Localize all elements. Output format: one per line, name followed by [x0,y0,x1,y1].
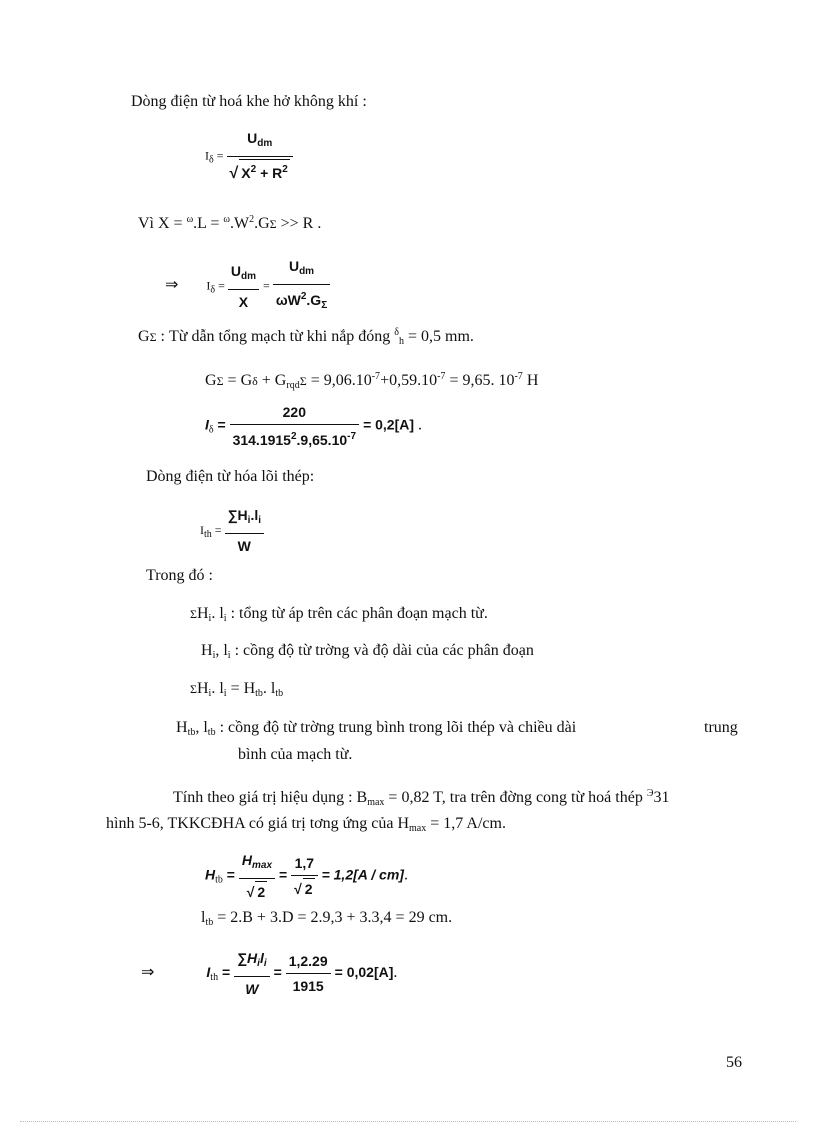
text-run: Vì X = [138,215,187,232]
subscript: h [399,336,405,347]
eq-subscript: i [263,958,267,969]
eq-denominator: 314.1915 [232,432,291,448]
eq-symbol: H [205,866,216,883]
text-run: = 0,82 T, tra trên đờng cong từ hoá thép [384,789,647,806]
eq-symbol: I [206,278,211,293]
sigma-symbol: Σ [149,330,157,344]
sigma-symbol: Σ [269,217,277,231]
text-run: = 2.B + 3.D = 2.9,3 + 3.3,4 = 29 cm. [213,909,453,926]
text-def-mmf-sum [190,604,488,629]
fraction [286,951,331,996]
eq-subscript: dm [257,138,273,149]
subscript: rqd [286,380,300,391]
text-total-permeance [138,323,474,352]
subscript: i [227,650,231,661]
eq-sign: = [213,148,227,163]
text-run: . l [262,680,276,697]
eq-symbol: .l [250,507,259,523]
eq-symbol: X [238,293,249,310]
omega-symbol: ω [223,214,230,225]
text-run: H [176,719,188,736]
eq-tail: . [393,964,398,982]
eq-symbol: I [205,148,209,163]
text-run: = 9,06.10 [306,372,372,389]
equation-air-gap-current [205,128,293,184]
eq-denominator: .9,65.10 [296,432,348,448]
eq-numerator: 1,7 [291,853,317,876]
eq-denominator: 2 [255,881,267,902]
text-run: Tính theo giá trị hiệu dụng : B [173,789,368,806]
page-bottom-divider [20,1121,796,1122]
fraction [230,402,359,450]
eq-denominator: W [237,538,251,554]
eq-superscript: 2 [300,291,307,302]
eq-sign: = [222,866,239,883]
text-run: = G [223,372,253,389]
eq-sign: + [256,165,273,181]
eq-subscript: i [247,515,251,526]
text-run: .G [254,215,270,232]
eq-symbol: H [247,950,258,966]
text-def-average-end: trung [704,719,738,736]
eq-subscript: max [252,860,273,871]
text-run: = 9,65. 10 [445,372,515,389]
eq-symbol: ωW [275,292,301,308]
eq-symbol: l [259,950,264,966]
eq-symbol: I [200,523,204,538]
text-run: hình 5-6, TKKCĐHA có giá trị tơng ứng của H [106,815,410,832]
sigma-symbol: Σ [190,682,197,696]
subscript: i [208,688,212,699]
eq-symbol: H [241,852,252,868]
eq-subscript: Σ [321,300,328,311]
omega-symbol: ω [186,214,194,225]
fraction [227,128,293,184]
sigma-icon: ∑ [237,950,248,966]
text-run: : cồng độ từ trờng và độ dài của các phân đoạn [230,642,534,659]
eq-superscript: 2 [250,164,257,175]
implies-arrow-icon: ⇒ [141,964,155,982]
text-permeance-sum [205,367,538,396]
eq-sign: = [218,964,235,981]
text-run: = 0,5 mm. [404,328,474,345]
subscript: tb [275,688,284,699]
subscript: i [208,613,212,624]
eq-symbol: I [205,416,209,433]
superscript: 2 [249,214,255,225]
text-where: Trong đó : [146,567,213,584]
steel-grade-symbol: Э [646,788,654,799]
eq-sign: = [211,523,225,538]
sqrt-icon: √ [294,881,302,897]
equation-core-current-value [141,948,397,999]
eq-subscript: δ [209,154,214,166]
text-run: : tổng từ áp trên các phân đoạn mạch từ. [226,605,488,622]
eq-subscript: th [210,972,219,984]
eq-symbol: U [247,130,258,146]
delta-symbol: δ [394,327,400,338]
text-def-average [176,718,576,743]
sigma-symbol: Σ [190,607,197,621]
page-number: 56 [726,1054,742,1071]
text-run: , l [215,642,228,659]
text-run: G [138,328,150,345]
text-run: .W [229,215,250,232]
text-run: : Từ dẫn tổng mạch từ khi nắp đóng [156,328,395,345]
eq-numerator: 1,2.29 [286,951,331,974]
fraction [228,261,259,312]
eq-numerator: 220 [230,402,359,425]
eq-symbol: U [230,262,242,279]
subscript: i [223,688,227,699]
eq-tail: . [403,866,408,884]
eq-symbol: X [241,165,251,181]
text-def-average-cont: bình của mạch từ. [238,746,353,763]
eq-sign: = [215,278,228,293]
eq-subscript: δ [210,284,216,296]
eq-subscript: δ [208,424,214,436]
superscript: -7 [514,371,523,382]
text-run: = 1,7 A/cm. [426,815,506,832]
equation-air-gap-current-value [205,402,422,450]
text-run: >> R . [276,215,322,232]
sqrt-icon: √ [246,884,255,900]
text-run: , l [195,719,208,736]
eq-sign: = [273,964,286,981]
subscript: tb [187,727,196,738]
fraction [273,256,330,316]
eq-denominator: 1915 [292,978,324,994]
eq-symbol: H [237,507,248,523]
superscript: -7 [437,371,446,382]
text-run: + G [257,372,287,389]
delta-symbol: δ [252,374,258,388]
eq-symbol: R [272,165,283,181]
text-average-length [201,908,452,933]
text-heading-core-current: Dòng điện từ hóa lõi thép: [146,468,315,485]
eq-superscript: 2 [290,431,297,442]
text-effective-value [173,784,669,813]
eq-superscript: 2 [282,164,288,175]
eq-subscript: dm [299,266,315,277]
text-run: . l [211,680,224,697]
eq-result: = 1,2[A / cm] [321,866,404,883]
eq-subscript: i [258,515,262,526]
eq-sign: = [213,416,230,433]
text-run: .L = [193,215,224,232]
subscript: tb [255,688,263,699]
subscript: max [409,823,427,834]
eq-subscript: th [204,529,212,541]
text-run: H [196,605,209,622]
text-run: 31 [653,789,670,806]
text-heading-air-gap: Dòng điện từ hoá khe hở không khí : [131,93,367,110]
eq-superscript: -7 [347,431,357,442]
text-reactance [138,210,321,234]
eq-denominator: W [245,981,259,997]
text-run: . l [211,605,224,622]
text-run: = H [226,680,256,697]
sigma-symbol: Σ [299,374,307,388]
equation-core-current [200,505,264,556]
equation-average-field [205,850,408,902]
eq-subscript: tb [215,874,223,886]
fraction [225,505,264,556]
eq-denominator: 2 [303,878,315,899]
eq-symbol: U [288,258,300,274]
eq-result: = 0,2[A] [363,416,415,433]
text-run: : cồng độ từ trờng trung bình trong lõi thép và chiều dài [215,719,577,736]
sigma-symbol: Σ [216,374,224,388]
eq-sign: = [263,278,273,293]
text-mmf-identity [190,679,283,704]
eq-sign: = [279,866,292,883]
subscript: i [212,650,216,661]
text-run: H [522,372,539,389]
subscript: tb [207,727,216,738]
sigma-icon: ∑ [227,507,238,523]
eq-subscript: dm [241,270,257,282]
equation-air-gap-current-approx [165,256,330,316]
eq-tail: . [414,416,423,434]
text-run: G [205,372,217,389]
subscript: max [367,797,385,808]
text-def-field-length [201,641,534,666]
text-run: l [201,909,206,926]
eq-subscript: i [257,958,260,969]
implies-arrow-icon: ⇒ [165,276,179,294]
fraction [239,850,275,902]
subscript: i [223,613,227,624]
text-run: +0,59.10 [380,372,438,389]
fraction [234,948,270,999]
superscript: -7 [371,371,381,382]
text-run: H [201,642,213,659]
text-figure-ref [106,814,506,839]
eq-symbol: I [206,964,211,981]
subscript: tb [205,917,214,928]
text-run: H [196,680,209,697]
eq-symbol: .G [306,292,322,308]
fraction [291,853,317,899]
sqrt-icon: √ [229,165,239,182]
eq-result: = 0,02[A] [334,964,394,981]
